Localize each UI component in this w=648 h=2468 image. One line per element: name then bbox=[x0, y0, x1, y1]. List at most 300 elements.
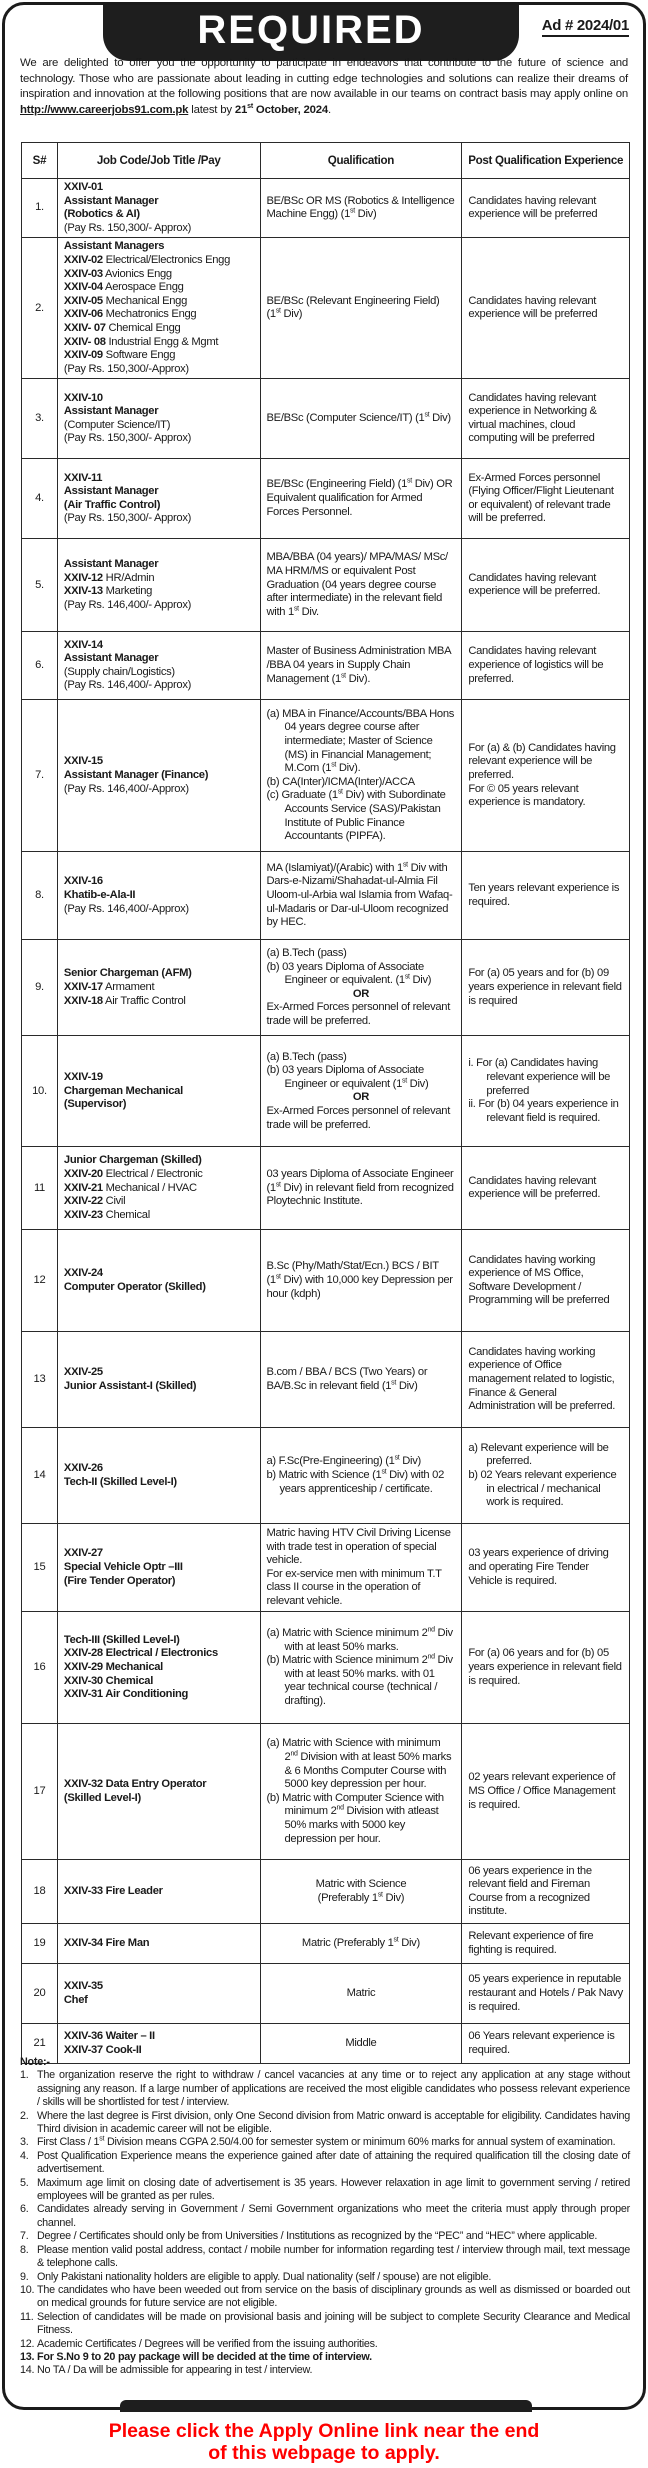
job-line bbox=[64, 1675, 254, 1689]
job-code: XXIV-05 bbox=[63, 294, 103, 307]
experience-text: Relevant experience of fire fighting is required. bbox=[468, 1930, 594, 1956]
qualification-item: (c) Graduate (1st Div) with Subordinate Accounts Service (SAS)/Pakistan Institute of Public Finance Accountants (PIPFA). bbox=[266, 788, 446, 843]
job-name: Electrical/Electronics Engg bbox=[102, 253, 231, 266]
note-item bbox=[20, 2244, 630, 2271]
job-code: XXIV-12 bbox=[63, 571, 103, 584]
job-title-cell bbox=[57, 700, 260, 852]
job-line bbox=[64, 268, 254, 282]
note-text: Degree / Certificates should only be from Universities / Institutions as recognized by the “PEC” and “HEC” where applicable. bbox=[37, 2230, 598, 2243]
table-row bbox=[22, 632, 630, 700]
job-line: (Pay Rs. 146,400/-Approx) bbox=[63, 782, 189, 795]
job-line bbox=[64, 295, 254, 309]
table-row bbox=[22, 1724, 630, 1860]
job-code: XXIV-33 bbox=[63, 1885, 103, 1898]
table-row bbox=[22, 1428, 630, 1524]
note-item bbox=[20, 2311, 630, 2338]
job-line: (Computer Science/IT) bbox=[63, 418, 171, 431]
table-row bbox=[22, 1147, 630, 1230]
job-code: XXIV-15 bbox=[63, 755, 103, 768]
job-title-cell bbox=[57, 459, 260, 539]
page-title: REQUIRED bbox=[103, 5, 519, 61]
qualification-line: Matric with Science bbox=[315, 1878, 407, 1891]
job-title-cell bbox=[57, 1332, 260, 1428]
job-code: XXIV-09 bbox=[63, 349, 103, 362]
note-number: 8. bbox=[20, 2243, 29, 2256]
job-code: XXIV-36 bbox=[63, 2030, 103, 2043]
qualification-item: (b) 03 years Diploma of Associate Engineer or equivalent. (1st Div) bbox=[266, 960, 432, 987]
note-text: For S.No 9 to 20 pay package will be decided at the time of interview. bbox=[37, 2350, 372, 2363]
qualification-cell bbox=[260, 1036, 462, 1147]
table-row bbox=[22, 1230, 630, 1332]
serial-number: 3. bbox=[22, 379, 58, 459]
experience-cell bbox=[462, 379, 630, 459]
job-title-cell bbox=[57, 1964, 260, 2024]
job-code: XXIV-19 bbox=[63, 1070, 103, 1083]
qualification-cell bbox=[260, 1860, 462, 1924]
serial-number: 15 bbox=[22, 1524, 58, 1612]
qualification-item: (a) Matric with Science minimum 2nd Div with at least 50% marks. bbox=[266, 1626, 453, 1653]
job-line bbox=[64, 981, 254, 995]
job-line bbox=[64, 1778, 254, 1792]
experience-text: Candidates having relevant experience will be preferred. bbox=[468, 1174, 601, 1201]
job-name: Mechanical bbox=[102, 1661, 163, 1674]
job-line bbox=[64, 572, 254, 586]
job-line: Khatib-e-Ala-II bbox=[63, 889, 136, 902]
job-line bbox=[64, 875, 254, 889]
job-code: XXIV-31 bbox=[63, 1688, 103, 1701]
qualification-text: BE/BSc OR MS (Robotics & Intelligence Machine Engg) (1st Div) bbox=[266, 194, 455, 221]
experience-text: Candidates having working experience of MS Office, Software Development / Programming will be preferred bbox=[468, 1253, 610, 1307]
job-line bbox=[64, 336, 254, 350]
experience-cell bbox=[462, 1964, 630, 2024]
experience-text: For (a) 05 years and for (b) 09 years experience in relevant field is required bbox=[468, 967, 622, 1007]
job-name: Air Traffic Control bbox=[102, 994, 186, 1007]
qualification-text: Matric bbox=[346, 1987, 376, 2000]
job-line: Assistant Manager bbox=[63, 652, 159, 665]
job-line bbox=[64, 1195, 254, 1209]
job-name: Electrical / Electronics bbox=[102, 1647, 218, 1660]
experience-cell bbox=[462, 1332, 630, 1428]
note-item bbox=[20, 2338, 630, 2351]
note-item bbox=[20, 2150, 630, 2177]
job-line: Assistant Manager bbox=[63, 405, 159, 418]
qualification-text: B.Sc (Phy/Math/Stat/Ecn.) BCS / BIT (1st Div) with 10,000 key Depression per hour (kdph) bbox=[266, 1260, 453, 1300]
job-code: XXIV-14 bbox=[63, 638, 103, 651]
job-name: Air Conditioning bbox=[102, 1688, 189, 1701]
serial-number: 6. bbox=[22, 632, 58, 700]
experience-text: 02 years relevant experience of MS Office / Office Management is required. bbox=[468, 1771, 616, 1811]
job-code: XXIV- 08 bbox=[63, 335, 106, 348]
serial-number: 18 bbox=[22, 1860, 58, 1924]
job-line bbox=[64, 254, 254, 268]
experience-text: 03 years experience of driving and operating Fire Tender Vehicle is required. bbox=[468, 1547, 609, 1587]
job-line: (Pay Rs. 150,300/- Approx) bbox=[63, 221, 192, 234]
qualification-note: Ex-Armed Forces personnel of relevant trade will be preferred. bbox=[266, 1104, 451, 1131]
jobs-table bbox=[21, 142, 630, 2064]
qualification-text: MBA/BBA (04 years)/ MPA/MAS/ MSc/ MA HRM/MS or equivalent Post Graduation (04 years degree course after intermediate) in the relevant field with 1st Div. bbox=[266, 551, 448, 618]
table-row bbox=[22, 1612, 630, 1724]
job-code: XXIV-04 bbox=[63, 281, 103, 294]
qualification-cell bbox=[260, 1147, 462, 1230]
experience-item: a) Relevant experience will be preferred. bbox=[468, 1441, 609, 1468]
job-line: (Fire Tender Operator) bbox=[63, 1574, 176, 1587]
job-code: XXIV-35 bbox=[63, 1980, 103, 1993]
qualification-line: (Preferably 1st Div) bbox=[317, 1891, 405, 1904]
job-title-cell bbox=[57, 632, 260, 700]
job-name: Aerospace Engg bbox=[102, 281, 184, 294]
job-title-cell bbox=[57, 1230, 260, 1332]
job-name: Software Engg bbox=[102, 349, 176, 362]
job-line: (Pay Rs. 146,400/-Approx) bbox=[63, 902, 189, 915]
serial-number: 8. bbox=[22, 852, 58, 940]
table-row bbox=[22, 1924, 630, 1964]
job-name: Avionics Engg bbox=[102, 267, 172, 280]
note-item bbox=[20, 2284, 630, 2311]
job-line: Assistant Manager bbox=[63, 558, 159, 571]
serial-number: 16 bbox=[22, 1612, 58, 1724]
job-name: Data Entry Operator bbox=[102, 1778, 207, 1791]
note-item bbox=[20, 2069, 630, 2109]
table-row bbox=[22, 1964, 630, 2024]
table-row bbox=[22, 238, 630, 379]
table-row bbox=[22, 179, 630, 238]
qualification-cell bbox=[260, 1924, 462, 1964]
qualification-cell bbox=[260, 379, 462, 459]
serial-number: 11 bbox=[22, 1147, 58, 1230]
note-number: 1. bbox=[20, 2069, 29, 2082]
job-line: (Pay Rs. 150,300/- Approx) bbox=[63, 512, 192, 525]
note-text: Selection of candidates will be made on provisional basis and joining will be subject to complete Security Clearance and Medical Fitness. bbox=[37, 2310, 630, 2337]
job-line bbox=[64, 1647, 254, 1661]
note-item bbox=[20, 2351, 630, 2364]
qualification-cell bbox=[260, 539, 462, 632]
job-code: XXIV-25 bbox=[63, 1366, 103, 1379]
job-name: Mechanical / HVAC bbox=[102, 1181, 197, 1194]
job-line: Junior Assistant-I (Skilled) bbox=[63, 1379, 197, 1392]
job-line bbox=[64, 181, 254, 195]
serial-number: 5. bbox=[22, 539, 58, 632]
job-code: XXIV- 07 bbox=[63, 321, 106, 334]
note-text: Post Qualification Experience means the experience gained after date of attaining the required qualification till the closing date of advertisement. bbox=[37, 2149, 630, 2176]
experience-cell bbox=[462, 1612, 630, 1724]
experience-item: i. For (a) Candidates having relevant experience will be preferred bbox=[468, 1057, 611, 1097]
job-name: Chemical bbox=[102, 1208, 150, 1221]
job-name: Marketing bbox=[102, 585, 153, 598]
job-code: XXIV-32 bbox=[63, 1778, 103, 1791]
job-line bbox=[64, 1168, 254, 1182]
note-number: 14. bbox=[20, 2364, 35, 2377]
job-line bbox=[64, 392, 254, 406]
job-line: (Supply chain/Logistics) bbox=[63, 665, 175, 678]
job-line bbox=[64, 1462, 254, 1476]
table-row bbox=[22, 539, 630, 632]
job-line bbox=[64, 1182, 254, 1196]
deadline: 21st October, 2024 bbox=[234, 102, 329, 116]
job-name: Mechatronics Engg bbox=[102, 308, 197, 321]
experience-cell bbox=[462, 539, 630, 632]
table-row bbox=[22, 852, 630, 940]
experience-cell bbox=[462, 1724, 630, 1860]
job-line bbox=[64, 1071, 254, 1085]
qualification-cell bbox=[260, 1612, 462, 1724]
job-title-cell bbox=[57, 1860, 260, 1924]
note-number: 13. bbox=[20, 2350, 35, 2363]
note-item bbox=[20, 2136, 630, 2149]
job-code: XXIV-23 bbox=[63, 1208, 103, 1221]
note-item bbox=[20, 2271, 630, 2284]
career-link[interactable]: http://www.careerjobs91.com.pk bbox=[20, 103, 189, 116]
job-name: Fire Leader bbox=[102, 1885, 163, 1898]
job-line: (Pay Rs. 146,400/- Approx) bbox=[63, 679, 192, 692]
job-line: Tech-II (Skilled Level-I) bbox=[63, 1475, 177, 1488]
experience-cell bbox=[462, 700, 630, 852]
experience-text: Ten years relevant experience is required. bbox=[468, 882, 620, 908]
experience-cell bbox=[462, 1524, 630, 1612]
experience-text: Candidates having relevant experience in Networking & virtual machines, cloud computing will be preferred bbox=[468, 391, 597, 445]
job-line: (Supervisor) bbox=[63, 1098, 127, 1111]
note-text: The organization reserve the right to withdraw / cancel vacancies at any time or to reject any application at any stage without assigning any reason. If a large number of applications are received the most eligible candidates who possess relevant experience / skills will be shortlisted for test / interview. bbox=[37, 2069, 630, 2109]
experience-cell bbox=[462, 632, 630, 700]
experience-text: Candidates having relevant experience will be preferred bbox=[468, 294, 598, 321]
note-number: 9. bbox=[20, 2270, 29, 2283]
job-code: XXIV-03 bbox=[63, 267, 103, 280]
table-row bbox=[22, 379, 630, 459]
job-name: HR/Admin bbox=[102, 571, 155, 584]
job-code: XXIV-20 bbox=[63, 1167, 103, 1180]
job-line: Chargeman Mechanical bbox=[63, 1084, 183, 1097]
job-code: XXIV-22 bbox=[63, 1195, 103, 1208]
job-line: (Skilled Level-I) bbox=[63, 1791, 141, 1804]
note-text: Candidates already serving in Government / Semi Government organizations who meet the criteria must apply through proper channel. bbox=[37, 2203, 630, 2229]
table-row bbox=[22, 1036, 630, 1147]
serial-number: 10. bbox=[22, 1036, 58, 1147]
notes-title: Note:- bbox=[20, 2056, 50, 2068]
job-name: Mechanical Engg bbox=[102, 294, 187, 307]
qualification-text: Matric (Preferably 1st Div) bbox=[301, 1936, 420, 1950]
qualification-cell bbox=[260, 1724, 462, 1860]
note-item bbox=[20, 2110, 630, 2137]
qualification-cell bbox=[260, 852, 462, 940]
serial-number: 1. bbox=[22, 179, 58, 238]
experience-cell bbox=[462, 179, 630, 238]
job-line: (Pay Rs. 146,400/- Approx) bbox=[63, 598, 192, 611]
qualification-item: (a) Matric with Science with minimum 2nd Division with at least 50% marks & 6 Months Computer Course with 5000 key depression per hour. bbox=[266, 1737, 452, 1791]
experience-cell bbox=[462, 852, 630, 940]
job-line bbox=[64, 2030, 254, 2044]
column-header-sn: S# bbox=[22, 143, 58, 179]
job-line: (Pay Rs. 150,300/-Approx) bbox=[63, 362, 189, 375]
job-line bbox=[64, 585, 254, 599]
job-line bbox=[64, 1661, 254, 1675]
job-line bbox=[64, 1885, 254, 1899]
experience-cell bbox=[462, 1036, 630, 1147]
job-code: XXIV-13 bbox=[63, 585, 103, 598]
qualification-cell bbox=[260, 238, 462, 379]
experience-text: 06 years experience in the relevant field and Fireman Course from a recognized institute. bbox=[468, 1864, 592, 1918]
apply-line-1: Please click the Apply Online link near the end bbox=[108, 2420, 540, 2442]
footer-bar bbox=[120, 2400, 532, 2412]
note-text: Only Pakistani nationality holders are eligible to apply. Dual nationality (self / spouse) are not eligible. bbox=[37, 2270, 492, 2283]
intro-text: We are delighted to offer you the opportunity to participate in endeavors that contribute to the future of science and technology. Those who are passionate about leading in cutting edge technologies and solutions can realize their dreams of inspiration and innovation at the following positions that are now available in our teams on contract basis may apply online on bbox=[20, 57, 628, 100]
intro-paragraph: We are delighted to offer you the opportunity to participate in endeavors that contribute to the future of science and technology. Those who are passionate about leading in cutting edge technologies and solutions can realize their dreams of inspiration and innovation at the following positions that are now available in our teams on contract basis may apply online on http://www.careerjobs91.com.pk latest by 21st October, 2024. bbox=[20, 57, 628, 116]
experience-line: For © 05 years relevant experience is mandatory. bbox=[468, 782, 586, 809]
qualification-text: Middle bbox=[345, 2037, 377, 2050]
job-title-cell bbox=[57, 238, 260, 379]
experience-text: Candidates having relevant experience will be preferred. bbox=[468, 571, 601, 598]
job-code: XXIV-34 bbox=[63, 1937, 103, 1950]
serial-number: 2. bbox=[22, 238, 58, 379]
experience-line: For (a) & (b) Candidates having relevant experience will be preferred. bbox=[468, 741, 616, 782]
qualification-item: (b) CA(Inter)/ICMA(Inter)/ACCA bbox=[266, 775, 415, 788]
apply-line-2: of this webpage to apply. bbox=[208, 2442, 440, 2464]
qualification-item: (a) B.Tech (pass) bbox=[266, 947, 347, 960]
job-line bbox=[64, 1267, 254, 1281]
serial-number: 9. bbox=[22, 940, 58, 1036]
job-title-cell bbox=[57, 1036, 260, 1147]
job-code: XXIV-21 bbox=[63, 1181, 103, 1194]
qualification-item: (b) Matric with Computer Science with minimum 2nd Division with atleast 50% marks with 5000 key depression per hour. bbox=[266, 1791, 444, 1845]
note-number: 2. bbox=[20, 2109, 29, 2122]
job-title-cell bbox=[57, 940, 260, 1036]
qualification-item: (b) 03 years Diploma of Associate Engineer or equivalent (1st Div) bbox=[266, 1064, 429, 1090]
experience-text: 05 years experience in reputable restaurant and Hotels / Pak Navy is required. bbox=[468, 1973, 623, 2013]
job-name: Cook-II bbox=[102, 2043, 142, 2056]
qualification-item: (a) MBA in Finance/Accounts/BBA Hons 04 years degree course after intermediate; Master of Science (MS) in Financial Management; M.Com (1st Div). bbox=[266, 707, 455, 775]
apply-instruction bbox=[0, 2420, 648, 2464]
experience-cell bbox=[462, 1428, 630, 1524]
column-header-job: Job Code/Job Title /Pay bbox=[57, 143, 260, 179]
note-text: Maximum age limit on closing date of advertisement is 35 years. However relaxation in age limit to government serving / retired employees will be granted as per rules. bbox=[37, 2176, 630, 2203]
job-name: Chemical Engg bbox=[105, 321, 181, 334]
job-line: Junior Chargeman (Skilled) bbox=[63, 1154, 202, 1167]
note-number: 4. bbox=[20, 2149, 29, 2162]
qualification-text: BE/BSc (Computer Science/IT) (1st Div) bbox=[266, 411, 451, 425]
job-line bbox=[64, 1980, 254, 1994]
serial-number: 20 bbox=[22, 1964, 58, 2024]
job-line bbox=[64, 472, 254, 486]
note-number: 6. bbox=[20, 2203, 29, 2216]
qualification-text: BE/BSc (Relevant Engineering Field) (1st Div) bbox=[266, 294, 440, 321]
job-line: Special Vehicle Optr –III bbox=[63, 1561, 183, 1574]
job-code: XXIV-18 bbox=[63, 994, 103, 1007]
note-text: The candidates who have been weeded out from service on the basis of disciplinary grounds as well as dismissed or boarded out on medical grounds for future service are not eligible. bbox=[37, 2283, 630, 2310]
experience-text: For (a) 06 years and for (b) 05 years experience in relevant field is required. bbox=[468, 1647, 622, 1687]
table-row bbox=[22, 1860, 630, 1924]
job-title-cell bbox=[57, 1428, 260, 1524]
experience-cell bbox=[462, 459, 630, 539]
job-line: (Robotics & AI) bbox=[63, 208, 140, 221]
experience-cell bbox=[462, 1230, 630, 1332]
job-name: Industrial Engg & Mgmt bbox=[105, 335, 219, 348]
job-name: Electrical / Electronic bbox=[102, 1167, 203, 1180]
serial-number: 21 bbox=[22, 2024, 58, 2064]
job-line bbox=[64, 639, 254, 653]
job-name: Fire Man bbox=[102, 1937, 150, 1950]
job-name: Waiter – II bbox=[102, 2030, 155, 2043]
job-code: XXIV-29 bbox=[63, 1661, 103, 1674]
qualification-item: b) Matric with Science (1st Div) with 02 years apprenticeship / certificate. bbox=[266, 1468, 444, 1495]
or-separator: OR bbox=[352, 1091, 369, 1104]
intro-suffix: latest by bbox=[191, 103, 232, 116]
column-header-qualification: Qualification bbox=[260, 143, 462, 179]
job-line bbox=[64, 281, 254, 295]
job-line bbox=[64, 1937, 254, 1951]
job-line: Chef bbox=[63, 1993, 88, 2006]
qualification-item: (a) B.Tech (pass) bbox=[266, 1050, 347, 1063]
qualification-cell bbox=[260, 1230, 462, 1332]
note-text: Please mention valid postal address, contact / mobile number for information regarding test / interview through mail, text message & telephone calls. bbox=[37, 2243, 630, 2270]
job-code: XXIV-30 bbox=[63, 1674, 103, 1687]
notes-section bbox=[20, 2056, 630, 2378]
table-row bbox=[22, 1332, 630, 1428]
table-row bbox=[22, 1524, 630, 1612]
qualification-text: Master of Business Administration MBA /BBA 04 years in Supply Chain Management (1st Div). bbox=[266, 645, 451, 685]
job-line bbox=[64, 349, 254, 363]
table-row bbox=[22, 700, 630, 852]
job-line bbox=[64, 1209, 254, 1223]
job-code: XXIV-17 bbox=[63, 981, 103, 994]
job-code: XXIV-02 bbox=[63, 253, 103, 266]
job-title-cell bbox=[57, 539, 260, 632]
experience-text: Candidates having working experience of Office management related to logistic, Finance & General Administration will be preferred. bbox=[468, 1345, 616, 1413]
note-number: 5. bbox=[20, 2176, 29, 2189]
experience-cell bbox=[462, 238, 630, 379]
qualification-line: For ex-service men with minimum T.T class II course in the operation of relevant vehicle. bbox=[266, 1567, 442, 1607]
job-line bbox=[64, 1547, 254, 1561]
note-item bbox=[20, 2203, 630, 2230]
job-title-cell bbox=[57, 852, 260, 940]
qualification-item: a) F.Sc(Pre-Engineering) (1st Div) bbox=[266, 1454, 421, 1468]
serial-number: 12 bbox=[22, 1230, 58, 1332]
job-title-cell bbox=[57, 179, 260, 238]
job-name: Armament bbox=[102, 981, 155, 994]
job-title-cell bbox=[57, 1612, 260, 1724]
experience-cell bbox=[462, 1860, 630, 1924]
job-title-cell bbox=[57, 1524, 260, 1612]
qualification-text: B.com / BBA / BCS (Two Years) or BA/B.Sc in relevant field (1st Div) bbox=[266, 1366, 428, 1392]
note-item bbox=[20, 2177, 630, 2204]
experience-text: Ex-Armed Forces personnel (Flying Officer/Flight Lieutenant or equivalent) of relevant trade will be preferred. bbox=[468, 471, 614, 525]
note-text: Where the last degree is First division, only One Second division from Matric onward is acceptable for eligibility. Candidates having Third division in academic career will not be eligible. bbox=[37, 2109, 630, 2136]
job-line: (Pay Rs. 150,300/- Approx) bbox=[63, 432, 192, 445]
qualification-text: BE/BSc (Engineering Field) (1st Div) OR Equivalent qualification for Armed Forces Personnel. bbox=[266, 477, 453, 518]
job-line: Assistant Managers bbox=[63, 240, 165, 253]
job-line bbox=[64, 322, 254, 336]
job-line: Assistant Manager (Finance) bbox=[63, 769, 209, 782]
job-line: Computer Operator (Skilled) bbox=[63, 1280, 206, 1293]
serial-number: 7. bbox=[22, 700, 58, 852]
experience-cell bbox=[462, 940, 630, 1036]
job-line: (Air Traffic Control) bbox=[63, 498, 161, 511]
qualification-cell bbox=[260, 1428, 462, 1524]
job-title-cell bbox=[57, 1924, 260, 1964]
note-number: 3. bbox=[20, 2136, 29, 2149]
job-title-cell bbox=[57, 1724, 260, 1860]
qualification-text: MA (Islamiyat)/(Arabic) with 1st Div with Dars-e-Nizami/Shahadat-ul-Almia Fil Uloom-ul-Arbia wal Islamia from Wafaq-ul-Madaris or Dar-ul-Uloom recognized by HEC. bbox=[266, 861, 453, 929]
job-code: XXIV-27 bbox=[63, 1547, 103, 1560]
experience-text: Candidates having relevant experience of logistics will be preferred. bbox=[468, 645, 604, 685]
job-code: XXIV-11 bbox=[63, 471, 103, 484]
experience-cell bbox=[462, 1147, 630, 1230]
qualification-cell bbox=[260, 459, 462, 539]
experience-cell bbox=[462, 1924, 630, 1964]
qualification-note: Ex-Armed Forces personnel of relevant trade will be preferred. bbox=[266, 1001, 451, 1027]
experience-text: Candidates having relevant experience will be preferred bbox=[468, 194, 598, 221]
note-item bbox=[20, 2364, 630, 2377]
note-item bbox=[20, 2230, 630, 2243]
qualification-line: Matric having HTV Civil Driving License with trade test in operation of special vehicle. bbox=[266, 1527, 451, 1567]
serial-number: 14 bbox=[22, 1428, 58, 1524]
